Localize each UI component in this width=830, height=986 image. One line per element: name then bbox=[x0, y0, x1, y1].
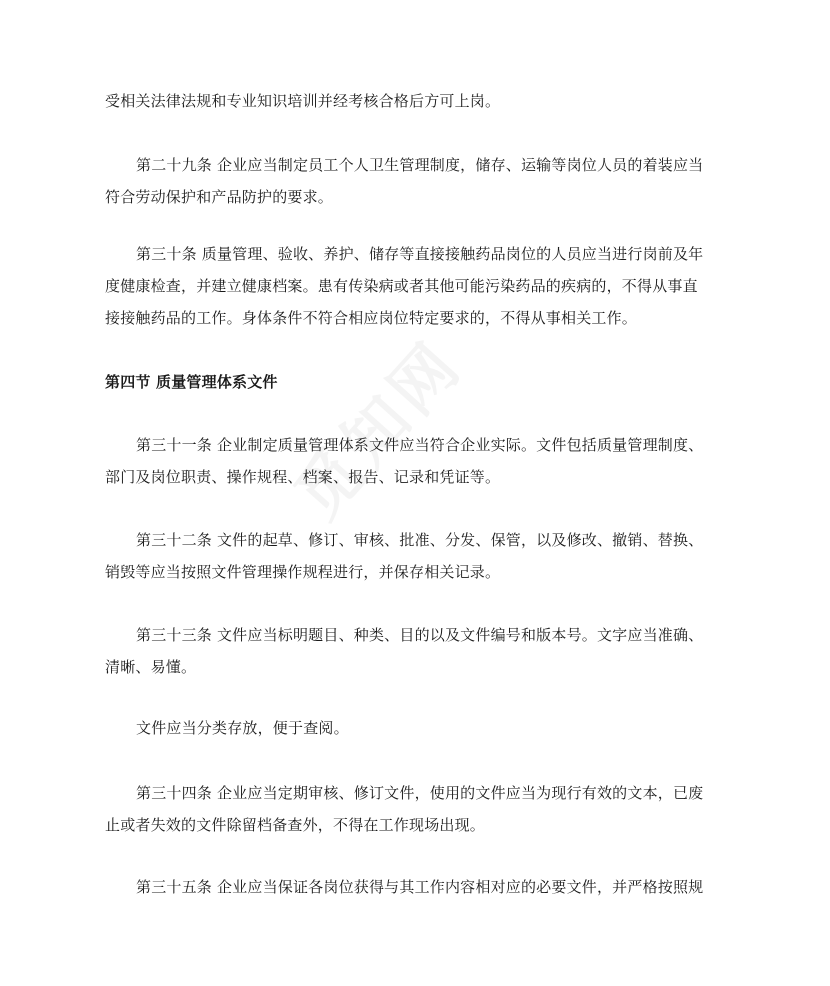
text-line: 第三十五条 企业应当保证各岗位获得与其工作内容相对应的必要文件，并严格按照规 bbox=[136, 878, 704, 896]
text-line: 受相关法律法规和专业知识培训并经考核合格后方可上岗。 bbox=[105, 92, 501, 110]
text-line: 第三十条 质量管理、验收、养护、储存等直接接触药品岗位的人员应当进行岗前及年 bbox=[136, 245, 704, 263]
paragraph-continuation bbox=[105, 85, 730, 117]
text-line: 销毁等应当按照文件管理操作规程进行，并保存相关记录。 bbox=[105, 563, 501, 581]
text-line: 第三十二条 文件的起草、修订、审核、批准、分发、保管，以及修改、撤销、替换、 bbox=[136, 531, 704, 549]
article-33-note bbox=[105, 712, 730, 744]
watermark bbox=[271, 317, 480, 535]
text-line: 文件应当分类存放，便于查阅。 bbox=[136, 719, 349, 737]
text-line: 第三十四条 企业应当定期审核、修订文件，使用的文件应当为现行有效的文本，已废 bbox=[136, 784, 704, 802]
text-line: 第二十九条 企业应当制定员工个人卫生管理制度，储存、运输等岗位人员的着装应当 bbox=[136, 156, 704, 174]
article-35 bbox=[105, 871, 730, 903]
article-31 bbox=[105, 429, 730, 493]
article-30 bbox=[105, 238, 730, 334]
text-line: 第三十一条 企业制定质量管理体系文件应当符合企业实际。文件包括质量管理制度、 bbox=[136, 436, 704, 454]
text-line: 度健康检查，并建立健康档案。患有传染病或者其他可能污染药品的疾病的，不得从事直 bbox=[105, 277, 698, 295]
text-line: 清晰、易懂。 bbox=[105, 658, 197, 676]
article-32 bbox=[105, 524, 730, 588]
section-title: 第四节 质量管理体系文件 bbox=[105, 373, 278, 391]
article-33 bbox=[105, 619, 730, 683]
text-line: 第三十三条 文件应当标明题目、种类、目的以及文件编号和版本号。文字应当准确、 bbox=[136, 626, 704, 644]
article-29 bbox=[105, 149, 730, 213]
text-line: 符合劳动保护和产品防护的要求。 bbox=[105, 188, 334, 206]
text-line: 部门及岗位职责、操作规程、档案、报告、记录和凭证等。 bbox=[105, 468, 501, 486]
article-34 bbox=[105, 777, 730, 841]
text-line: 止或者失效的文件除留档备查外，不得在工作现场出现。 bbox=[105, 816, 486, 834]
section-heading bbox=[105, 366, 730, 398]
text-line: 接接触药品的工作。身体条件不符合相应岗位特定要求的，不得从事相关工作。 bbox=[105, 309, 638, 327]
